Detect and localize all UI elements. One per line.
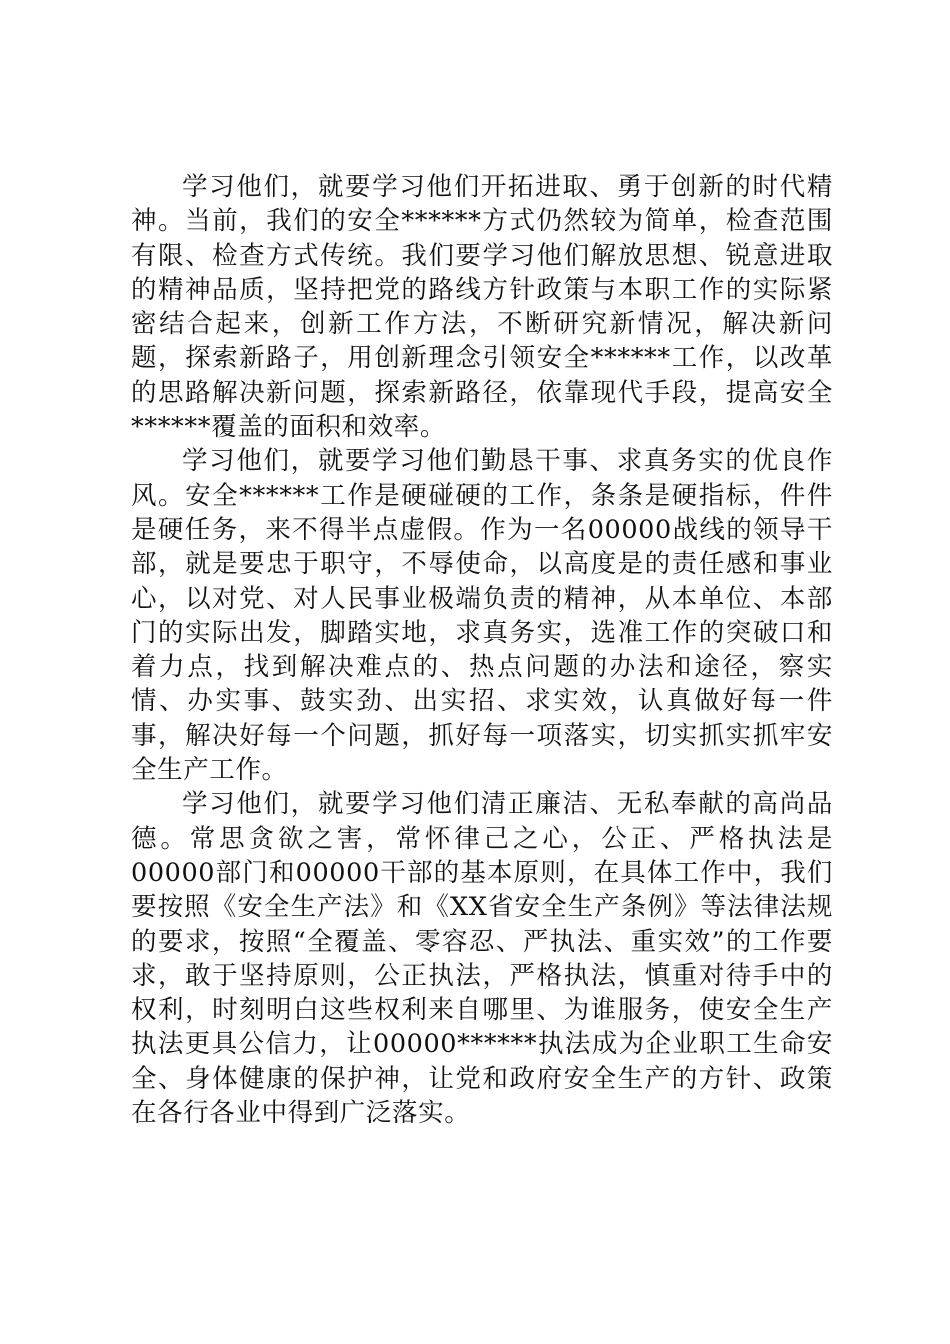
document-body [131, 170, 833, 1130]
paragraph-1: 学习他们，就要学习他们开拓进取、勇于创新的时代精神。当前，我们的安全******方式仍然较为简单，检查范围有限、检查方式传统。我们要学习他们解放思想、锐意进取的精神品质，坚持把党的路线方针政策与本职工作的实际紧密结合起来，创新工作方法，不断研究新情况，解决新问题，探索新路子，用创新理念引领安全******工作，以改革的思路解决新问题，探索新路径，依靠现代手段，提高安全******覆盖的面积和效率。 [131, 172, 833, 443]
paragraph-2: 学习他们，就要学习他们勤恳干事、求真务实的优良作风。安全******工作是硬碰硬的工作，条条是硬指标，件件是硬任务，来不得半点虚假。作为一名00000战线的领导干部，就是要忠于职守，不辱使命，以高度是的责任感和事业心，以对党、对人民事业极端负责的精神，从本单位、本部门的实际出发，脚踏实地，求真务实，选准工作的突破口和着力点，找到解决难点的、热点问题的办法和途径，察实情、办实事、鼓实劲、出实招、求实效，认真做好每一件事，解决好每一个问题，抓好每一项落实，切实抓实抓牢安全生产工作。 [131, 446, 833, 786]
paragraph-3: 学习他们，就要学习他们清正廉洁、无私奉献的高尚品德。常思贪欲之害，常怀律己之心，公正、严格执法是00000部门和00000干部的基本原则，在具体工作中，我们要按照《安全生产法》和《XX省安全生产条例》等法律法规的要求，按照“全覆盖、零容忍、严执法、重实效”的工作要求，敢于坚持原则，公正执法，严格执法，慎重对待手中的权利，时刻明白这些权利来自哪里、为谁服务，使安全生产执法更具公信力，让00000******执法成为企业职工生命安全、身体健康的保护神，让党和政府安全生产的方针、政策在各行各业中得到广泛落实。 [131, 789, 833, 1129]
